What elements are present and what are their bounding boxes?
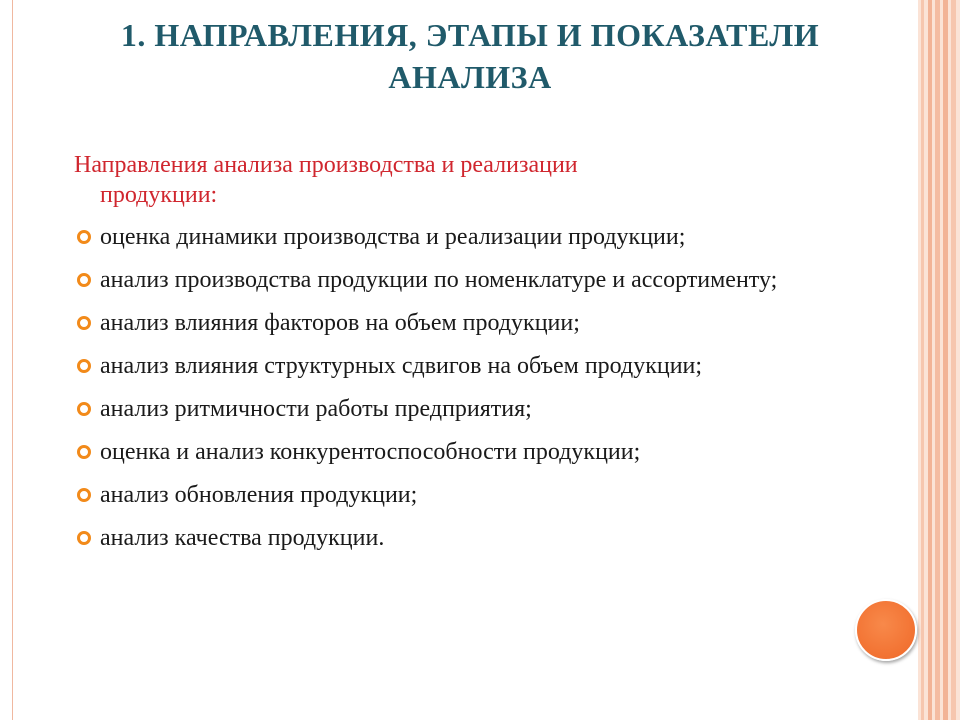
list-item (74, 394, 864, 424)
ring-bullet-icon (77, 445, 91, 459)
list-item (74, 308, 864, 338)
list-item (74, 523, 864, 553)
list-item-text: анализ качества продукции. (100, 525, 385, 551)
slide-content (74, 150, 864, 566)
ring-bullet-icon (77, 359, 91, 373)
lead-line-2: продукции: (100, 182, 218, 208)
ring-bullet-icon (77, 273, 91, 287)
lead-text (74, 150, 864, 210)
decorative-circle (855, 599, 917, 661)
list-item (74, 437, 864, 467)
lead-line-1: Направления анализа производства и реализации (74, 152, 578, 178)
list-item (74, 480, 864, 510)
list-item (74, 265, 864, 295)
ring-bullet-icon (77, 230, 91, 244)
slide-title: 1. НАПРАВЛЕНИЯ, ЭТАПЫ И ПОКАЗАТЕЛИ АНАЛИЗА (120, 17, 820, 95)
ring-bullet-icon (77, 531, 91, 545)
list-item (74, 222, 864, 252)
list-item-text: анализ влияния факторов на объем продукции; (100, 310, 580, 336)
ring-bullet-icon (77, 488, 91, 502)
list-item-text: анализ обновления продукции; (100, 482, 418, 508)
list-item-text: оценка и анализ конкурентоспособности продукции; (100, 439, 641, 465)
ring-bullet-icon (77, 402, 91, 416)
list-item-text: анализ влияния структурных сдвигов на объем продукции; (100, 353, 703, 379)
list-item-text: оценка динамики производства и реализации продукции; (100, 224, 686, 250)
slide-frame-line (12, 0, 13, 720)
list-item-text: анализ ритмичности работы предприятия; (100, 396, 532, 422)
decorative-stripes (918, 0, 960, 720)
bullet-list (74, 222, 864, 553)
ring-bullet-icon (77, 316, 91, 330)
list-item-text: анализ производства продукции по номенклатуре и ассортименту; (100, 267, 778, 293)
list-item (74, 351, 864, 381)
